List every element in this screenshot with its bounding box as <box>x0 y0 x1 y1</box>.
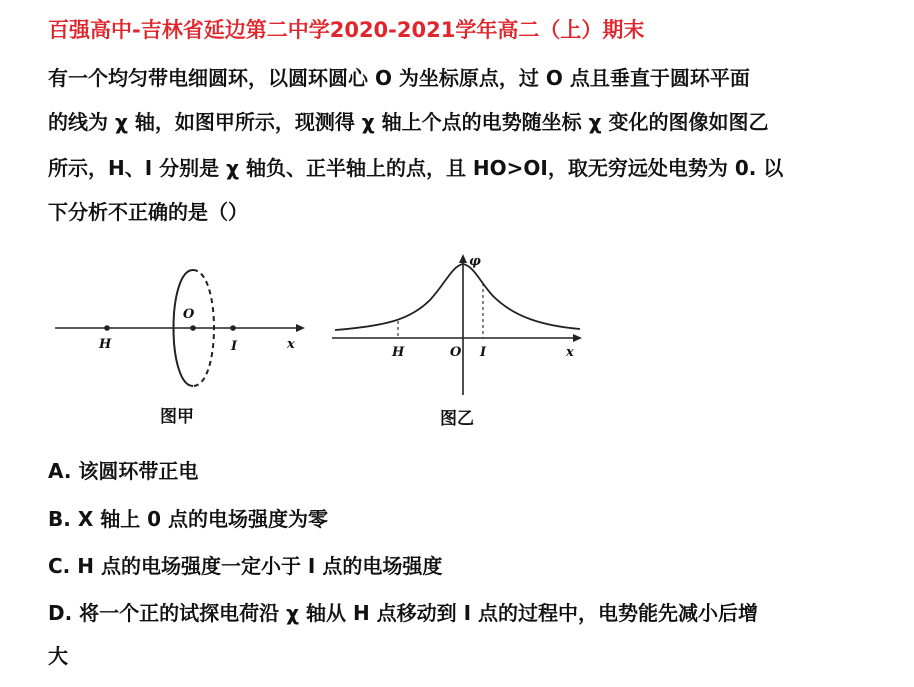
figure-a-ring-diagram <box>55 268 315 398</box>
option-d[interactable] <box>48 597 758 626</box>
label-i: I <box>480 345 487 360</box>
option-label: C. <box>48 554 71 578</box>
option-label: D. <box>48 601 73 625</box>
potential-curve <box>335 264 580 330</box>
option-b[interactable] <box>48 503 328 532</box>
page-title: 百强高中-吉林省延边第二中学2020-2021学年高二（上）期末 <box>48 18 645 42</box>
label-phi: φ <box>469 254 481 269</box>
label-o: O <box>450 345 462 360</box>
point-h <box>104 325 110 331</box>
label-h: H <box>99 337 112 352</box>
point-i <box>230 325 236 331</box>
label-x: x <box>287 337 295 352</box>
option-text: 该圆环带正电 <box>78 459 199 483</box>
figure-b-caption: 图乙 <box>440 409 474 429</box>
label-x: x <box>566 345 574 360</box>
option-a[interactable] <box>48 455 198 484</box>
option-text: X 轴上 0 点的电场强度为零 <box>77 507 329 531</box>
question-line: 有一个均匀带电细圆环，以圆环圆心 O 为坐标原点，过 O 点且垂直于圆环平面 <box>48 66 750 90</box>
question-line: 的线为 χ 轴，如图甲所示，现测得 χ 轴上个点的电势随坐标 χ 变化的图像如图乙 <box>48 110 769 134</box>
figure-b-potential-graph <box>330 250 595 398</box>
option-d-continued <box>48 640 68 669</box>
y-axis-arrow <box>459 254 467 263</box>
option-text: 将一个正的试探电荷沿 χ 轴从 H 点移动到 I 点的过程中，电势能先减小后增 <box>79 601 759 625</box>
label-h: H <box>392 345 405 360</box>
x-axis-arrow <box>573 334 582 342</box>
option-text: H 点的电场强度一定小于 I 点的电场强度 <box>77 554 443 578</box>
label-i: I <box>231 339 238 354</box>
option-text: 大 <box>48 644 68 668</box>
point-o <box>190 325 196 331</box>
label-o: O <box>183 307 195 322</box>
question-line: 下分析不正确的是（） <box>48 200 248 224</box>
option-label: B. <box>48 507 71 531</box>
option-label: A. <box>48 459 72 483</box>
question-line: 所示，H、I 分别是 χ 轴负、正半轴上的点，且 HO>OI，取无穷远处电势为 0. 以 <box>48 156 784 180</box>
x-axis-arrow <box>296 324 305 332</box>
figure-a-caption: 图甲 <box>160 407 194 427</box>
option-c[interactable] <box>48 550 442 579</box>
